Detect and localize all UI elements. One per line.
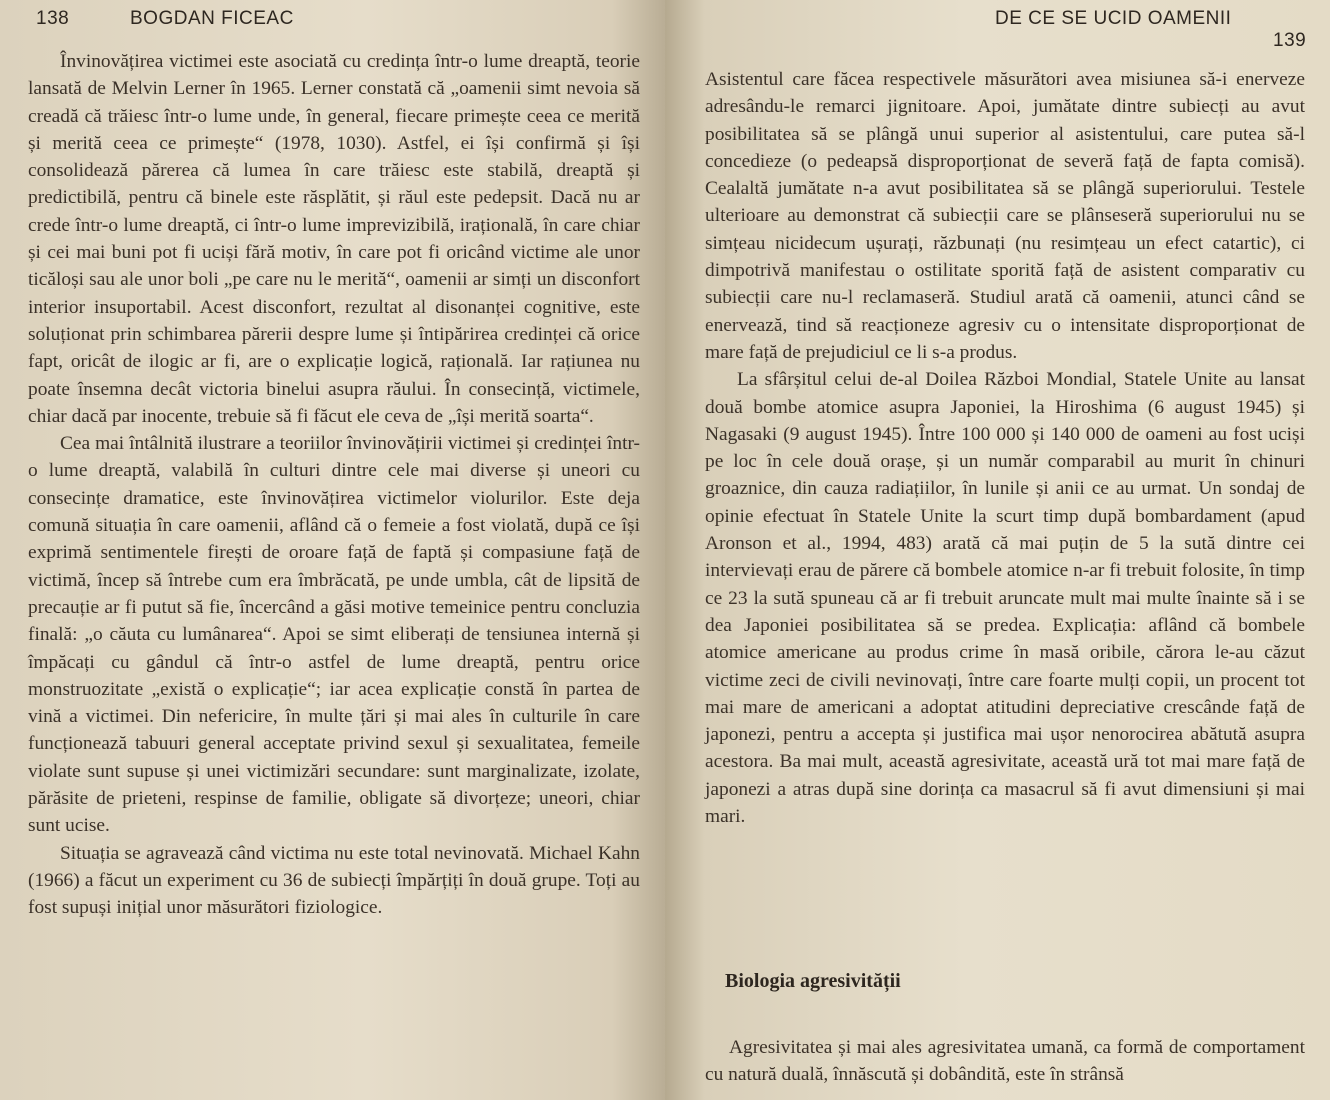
- paragraph: Asistentul care făcea respectivele măsurători avea misiunea să-i enerveze adresându-le remarci jignitoare. Apoi, jumătate dintre subiecți au avut posibilitatea să se plângă unui superior al asistentului, care putea să-l concedieze (o pedeapsă disproporționat de severă față de fapta comisă). Cealaltă jumătate n-a avut posibilitatea să se plângă superiorului. Testele ulterioare au demonstrat că subiecții care se plânseseră superiorului nu se simțeau nicidecum ușurați, răzbunați (nu resimțeau un efect catartic), ci dimpotrivă manifestau o ostilitate sporită față de asistent comparativ cu subiecții care nu-l reclamaseră. Studiul arată că oamenii, atunci când se enervează, tind să reacționeze agresiv cu o intensitate disproporționat de mare față de prejudiciul ce li s-a produs.: [705, 69, 1305, 363]
- paragraph: La sfârșitul celui de-al Doilea Război Mondial, Statele Unite au lansat două bombe atomice asupra Japoniei, la Hiroshima (6 august 1945) și Nagasaki (9 august 1945). Între 100 000 și 140 000 de oameni au fost uciși pe loc în cele două orașe, și un număr comparabil au murit în chinuri groaznice, din cauza radiațiilor, în lunile și anii ce au urmat. Un sondaj de opinie efectuat în Statele Unite la scurt timp după bombardament (apud Aronson et al., 1994, 483) arată că mai puțin de 5 la sută dintre cei intervievați erau de părere că bombele atomice n-ar fi trebuit folosite, în timp ce 23 la sută spuneau că ar fi trebuit aruncate mult mai multe înainte să i se dea Japoniei posibilitatea să se predea. Explicația: aflând că bombele atomice americane au produs crime în masă oribile, cărora le-au căzut victime zeci de civili nevinovați, între care foarte mulți copii, un procent tot mai mare de americani a adoptat atitudini depreciative crescânde față de japonezi, pentru a accepta și justifica mai ușor nenorocirea abătută asupra acestora. Ba mai mult, această agresivitate, această ură tot mai mare față de japonezi a atras după sine dorința ca masacrul să fi avut dimensiuni și mai mari.: [705, 369, 1305, 828]
- paragraph: Situația se agravează când victima nu este total nevinovată. Michael Kahn (1966) a făcut un experiment cu 36 de subiecți împărțiți în două grupe. Toți au fost supuși inițial unor măsurători fiziologice.: [28, 842, 640, 919]
- running-head-left: BOGDAN FICEAC: [130, 8, 294, 29]
- left-page-body: [28, 48, 640, 922]
- paragraph: Cea mai întâlnită ilustrare a teoriilor învinovățirii victimei și credinței într-o lume dreaptă, valabilă în culturi dintre cele mai diverse și uneori cu consecințe dramatice, este învinovățirea victimelor violurilor. Este deja comună situația în care oamenii, aflând că o femeie a fost violată, după ce își exprimă sentimentele firești de oroare față de faptă și compasiune față de victimă, încep să întrebe cum era îmbrăcată, pe unde umbla, cât de lipsită de precauție ar fi putut să fie, încercând a găsi motive temeinice pentru concluzia finală: „o căuta cu lumânarea“. Apoi se simt eliberați de tensiunea internă și împăcați cu gândul că într-o astfel de lume dreaptă, pentru orice monstruozitate „există o explicație“; iar acea explicație constă în partea de vină a victimei. Din nefericire, în multe țări și mai ales în culturile în care funcționează tabuuri general acceptate privind sexul și sexualitatea, femeile violate sunt supuse și unei victimizări secundare: sunt marginalizate, izolate, părăsite de prieteni, respinse de familie, obligate să divorțeze; uneori, chiar sunt ucise.: [28, 433, 640, 837]
- running-head-right: DE CE SE UCID OAMENII: [995, 8, 1232, 29]
- paragraph: Agresivitatea și mai ales agresivitatea umană, ca formă de comportament cu natură duală, înnăscută și dobândită, este în strânsă: [705, 1037, 1305, 1086]
- page-number-left: 138: [36, 8, 70, 29]
- paragraph: Învinovățirea victimei este asociată cu credința într-o lume dreaptă, teorie lansată de Melvin Lerner în 1965. Lerner constată că „oamenii simt nevoia să creadă că trăiesc într-o lume unde, în general, fiecare primește ceea ce merită și merită ceea ce primește“ (1978, 1030). Astfel, ei își confirmă și își consolidează părerea că lumea în care trăiesc este stabilă, dreaptă și predictibilă, pentru că binele este răsplătit, și răul este pedepsit. Dacă nu ar crede într-o lume dreaptă, ci într-o lume imprevizibilă, irațională, în care chiar și cei mai buni pot fi uciși fără motiv, în care pot fi oricând victime ale unor ticăloși sau ale unor boli „pe care nu le merită“, oamenii ar simți un disconfort interior insuportabil. Acest disconfort, rezultat al disonanței cognitive, este soluționat prin schimbarea părerii despre lume și întipărirea credinței că orice fapt, oricât de ilogic ar fi, are o explicație logică, rațională. Iar rațiunea nu poate însemna decât victoria binelui asupra răului. În consecință, victimele, chiar dacă par inocente, trebuie să fi făcut ele ceva de „își merită soarta“.: [28, 51, 640, 427]
- section-heading: Biologia agresivității: [725, 970, 901, 992]
- right-page: [665, 0, 1330, 1100]
- right-page-body: [705, 66, 1305, 830]
- page-number-right: 139: [1273, 30, 1307, 51]
- section-body: [705, 1034, 1305, 1089]
